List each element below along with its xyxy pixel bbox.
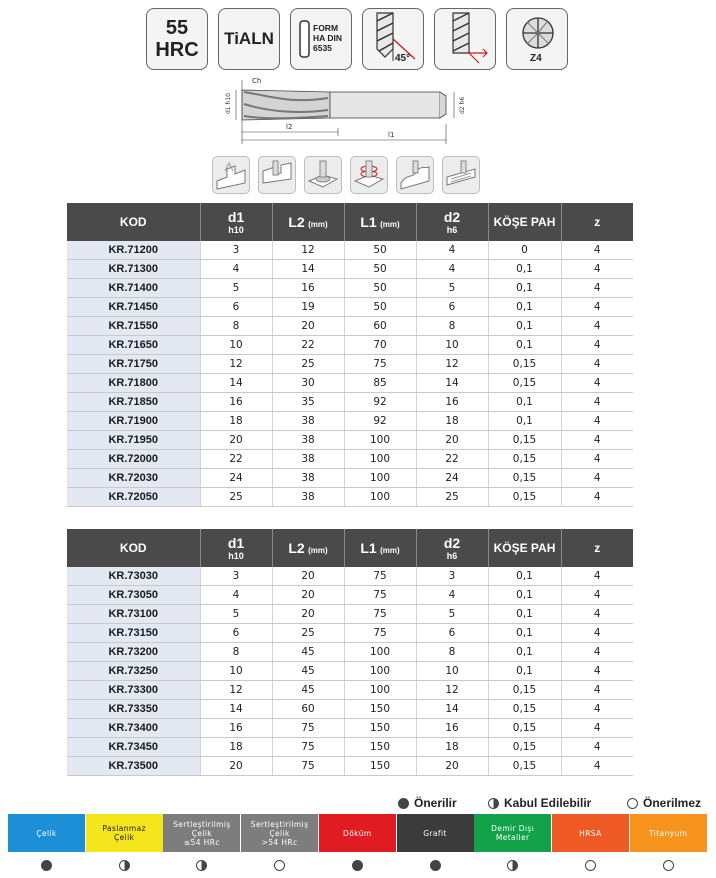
cell-l2: 19 <box>272 298 344 317</box>
material-cell: Grafit <box>397 814 474 852</box>
table-row <box>67 260 633 279</box>
cell-d2: 14 <box>416 700 488 719</box>
cell-d1: 8 <box>200 317 272 336</box>
cell-l2: 45 <box>272 643 344 662</box>
legend-not-recommended-label: Önerilmez <box>643 796 702 810</box>
helical-plunge-icon <box>350 156 388 194</box>
material-cell: Sertleştirilmiş Çelik ≤54 HRc <box>163 814 240 852</box>
material-rating <box>552 858 629 872</box>
cell-z: 4 <box>561 374 633 393</box>
cell-z: 4 <box>561 738 633 757</box>
empty-circle-icon <box>274 860 285 871</box>
hardness-badge: 55 HRC <box>146 8 208 70</box>
cell-code: KR.71750 <box>67 355 200 374</box>
table-row <box>67 488 633 507</box>
material-cell: Sertleştirilmiş Çelik >54 HRc <box>241 814 318 852</box>
pocketing-icon <box>304 156 342 194</box>
cell-z: 4 <box>561 317 633 336</box>
full-circle-icon <box>398 798 409 809</box>
col-header-code: KOD <box>67 529 200 567</box>
cell-d1: 4 <box>200 586 272 605</box>
l2-dim-label: l2 <box>286 123 293 131</box>
col-header-z: z <box>561 529 633 567</box>
cell-z: 4 <box>561 355 633 374</box>
legend-acceptable-label: Kabul Edilebilir <box>504 796 592 810</box>
table-row <box>67 431 633 450</box>
cell-l2: 20 <box>272 567 344 586</box>
material-cell: Çelik <box>8 814 85 852</box>
cell-d1: 22 <box>200 450 272 469</box>
cell-l1: 100 <box>344 469 416 488</box>
col-header-l2: L2 (mm) <box>272 529 344 567</box>
cell-l1: 75 <box>344 605 416 624</box>
cell-z: 4 <box>561 643 633 662</box>
spec-table-2 <box>67 529 633 776</box>
table-row <box>67 700 633 719</box>
cell-l2: 12 <box>272 241 344 260</box>
cell-d1: 18 <box>200 412 272 431</box>
cell-l1: 100 <box>344 450 416 469</box>
cell-d1: 12 <box>200 681 272 700</box>
cell-chamfer: 0,1 <box>488 412 561 431</box>
cell-d2: 8 <box>416 643 488 662</box>
cell-code: KR.71900 <box>67 412 200 431</box>
table-row <box>67 738 633 757</box>
cell-z: 4 <box>561 681 633 700</box>
half-circle-icon <box>488 798 499 809</box>
cell-l2: 22 <box>272 336 344 355</box>
table-row <box>67 662 633 681</box>
cell-d2: 20 <box>416 431 488 450</box>
ramping-icon <box>442 156 480 194</box>
table-row <box>67 393 633 412</box>
material-cell: HRSA <box>552 814 629 852</box>
cell-code: KR.73030 <box>67 567 200 586</box>
table-row <box>67 336 633 355</box>
cell-l2: 75 <box>272 719 344 738</box>
legend-recommended <box>398 796 457 810</box>
table-row <box>67 241 633 260</box>
full-circle-icon <box>430 860 441 871</box>
cell-chamfer: 0,1 <box>488 662 561 681</box>
cell-chamfer: 0,1 <box>488 393 561 412</box>
cell-code: KR.73200 <box>67 643 200 662</box>
cell-d1: 25 <box>200 488 272 507</box>
cell-d2: 18 <box>416 412 488 431</box>
material-rating <box>86 858 163 872</box>
material-cell: Döküm <box>319 814 396 852</box>
cell-l2: 16 <box>272 279 344 298</box>
cell-d2: 6 <box>416 298 488 317</box>
full-circle-icon <box>352 860 363 871</box>
cell-d2: 25 <box>416 488 488 507</box>
cell-l1: 50 <box>344 298 416 317</box>
form-badge-label: FORM HA DIN 6535 <box>313 23 342 53</box>
chamfer-dim-label: Ch <box>252 77 262 85</box>
cell-d2: 24 <box>416 469 488 488</box>
helix-flute-icon <box>363 9 425 71</box>
cell-l2: 60 <box>272 700 344 719</box>
cell-chamfer: 0,15 <box>488 700 561 719</box>
spec-table-1-body <box>67 241 633 507</box>
full-circle-icon <box>41 860 52 871</box>
cell-l2: 75 <box>272 757 344 776</box>
material-cell: Titanyum <box>630 814 707 852</box>
half-circle-icon <box>119 860 130 871</box>
cell-code: KR.73250 <box>67 662 200 681</box>
cell-l1: 50 <box>344 279 416 298</box>
cell-chamfer: 0,15 <box>488 719 561 738</box>
cell-d2: 16 <box>416 719 488 738</box>
cell-l1: 85 <box>344 374 416 393</box>
cell-l2: 38 <box>272 488 344 507</box>
cell-d2: 10 <box>416 336 488 355</box>
cell-chamfer: 0,15 <box>488 355 561 374</box>
cell-l2: 14 <box>272 260 344 279</box>
cell-d2: 6 <box>416 624 488 643</box>
table-row <box>67 355 633 374</box>
d1-dim-label: d1 h10 <box>225 93 232 114</box>
cell-chamfer: 0,1 <box>488 605 561 624</box>
cell-l2: 38 <box>272 431 344 450</box>
cell-d1: 16 <box>200 719 272 738</box>
end-geometry-badge <box>434 8 496 70</box>
cell-z: 4 <box>561 624 633 643</box>
cell-l2: 45 <box>272 681 344 700</box>
cell-code: KR.72050 <box>67 488 200 507</box>
cell-l1: 75 <box>344 567 416 586</box>
l1-dim-label: l1 <box>388 131 395 139</box>
table-header-row <box>67 203 633 241</box>
material-rating <box>241 858 318 872</box>
material-cell: Demir Dışı Metaller <box>474 814 551 852</box>
material-rating <box>163 858 240 872</box>
cell-code: KR.73050 <box>67 586 200 605</box>
cell-chamfer: 0 <box>488 241 561 260</box>
cell-chamfer: 0,15 <box>488 450 561 469</box>
col-header-chamfer: KÖŞE PAH <box>488 529 561 567</box>
cell-d2: 22 <box>416 450 488 469</box>
col-header-code: KOD <box>67 203 200 241</box>
cell-z: 4 <box>561 450 633 469</box>
table-row <box>67 298 633 317</box>
cell-code: KR.73500 <box>67 757 200 776</box>
cell-code: KR.71850 <box>67 393 200 412</box>
cell-code: KR.71950 <box>67 431 200 450</box>
cell-chamfer: 0,1 <box>488 567 561 586</box>
coating-badge: TiALN <box>218 8 280 70</box>
cell-chamfer: 0,1 <box>488 336 561 355</box>
cell-z: 4 <box>561 586 633 605</box>
cell-l1: 92 <box>344 412 416 431</box>
cell-l1: 100 <box>344 643 416 662</box>
material-rating <box>319 858 396 872</box>
col-header-l1: L1 (mm) <box>344 529 416 567</box>
table-row <box>67 757 633 776</box>
cell-d1: 8 <box>200 643 272 662</box>
cell-l1: 150 <box>344 738 416 757</box>
cell-l2: 38 <box>272 450 344 469</box>
table-row <box>67 374 633 393</box>
cell-d2: 20 <box>416 757 488 776</box>
cell-z: 4 <box>561 412 633 431</box>
cell-l2: 38 <box>272 412 344 431</box>
cell-l1: 75 <box>344 355 416 374</box>
cell-z: 4 <box>561 719 633 738</box>
cell-chamfer: 0,15 <box>488 374 561 393</box>
cell-d2: 4 <box>416 586 488 605</box>
cell-d2: 8 <box>416 317 488 336</box>
cell-d1: 16 <box>200 393 272 412</box>
cell-l1: 60 <box>344 317 416 336</box>
cell-l2: 38 <box>272 469 344 488</box>
half-circle-icon <box>507 860 518 871</box>
cell-l1: 75 <box>344 624 416 643</box>
cell-d1: 14 <box>200 700 272 719</box>
cell-z: 4 <box>561 757 633 776</box>
cell-code: KR.71450 <box>67 298 200 317</box>
cell-chamfer: 0,1 <box>488 260 561 279</box>
cell-d2: 4 <box>416 241 488 260</box>
cell-z: 4 <box>561 469 633 488</box>
cell-z: 4 <box>561 260 633 279</box>
cell-d2: 5 <box>416 605 488 624</box>
cell-l2: 75 <box>272 738 344 757</box>
cell-l2: 25 <box>272 355 344 374</box>
cell-code: KR.73100 <box>67 605 200 624</box>
cell-chamfer: 0,15 <box>488 757 561 776</box>
cell-l1: 100 <box>344 488 416 507</box>
legend-recommended-label: Önerilir <box>414 796 457 810</box>
table-row <box>67 681 633 700</box>
empty-circle-icon <box>627 798 638 809</box>
material-rating <box>474 858 551 872</box>
spec-table-2-body <box>67 567 633 776</box>
cell-d1: 18 <box>200 738 272 757</box>
helix-angle-badge <box>362 8 424 70</box>
cell-chamfer: 0,1 <box>488 586 561 605</box>
helix-angle-label: 45° <box>395 53 411 64</box>
col-header-d2: d2 h6 <box>416 203 488 241</box>
cell-code: KR.71650 <box>67 336 200 355</box>
cell-z: 4 <box>561 279 633 298</box>
cell-d1: 5 <box>200 279 272 298</box>
cell-d2: 5 <box>416 279 488 298</box>
cell-l1: 150 <box>344 757 416 776</box>
cell-l2: 35 <box>272 393 344 412</box>
col-header-l1: L1 (mm) <box>344 203 416 241</box>
cell-l1: 150 <box>344 700 416 719</box>
cell-d2: 16 <box>416 393 488 412</box>
cell-l1: 50 <box>344 241 416 260</box>
form-badge <box>290 8 352 70</box>
cell-d1: 5 <box>200 605 272 624</box>
cell-chamfer: 0,1 <box>488 298 561 317</box>
cell-code: KR.71200 <box>67 241 200 260</box>
cell-chamfer: 0,1 <box>488 279 561 298</box>
center-cut-icon <box>435 9 497 71</box>
cell-l2: 30 <box>272 374 344 393</box>
cell-d2: 18 <box>416 738 488 757</box>
cell-d2: 12 <box>416 681 488 700</box>
cell-code: KR.73450 <box>67 738 200 757</box>
cell-z: 4 <box>561 700 633 719</box>
cell-code: KR.71300 <box>67 260 200 279</box>
cell-d1: 24 <box>200 469 272 488</box>
cell-code: KR.73150 <box>67 624 200 643</box>
cell-code: KR.71400 <box>67 279 200 298</box>
cell-l1: 70 <box>344 336 416 355</box>
cell-z: 4 <box>561 336 633 355</box>
slotting-icon <box>212 156 250 194</box>
cell-chamfer: 0,15 <box>488 431 561 450</box>
cell-d1: 4 <box>200 260 272 279</box>
cell-z: 4 <box>561 241 633 260</box>
table-row <box>67 586 633 605</box>
cell-d1: 3 <box>200 241 272 260</box>
cell-l1: 50 <box>344 260 416 279</box>
col-header-d1: d1 h10 <box>200 203 272 241</box>
cell-chamfer: 0,15 <box>488 469 561 488</box>
table-row <box>67 605 633 624</box>
cell-d1: 20 <box>200 757 272 776</box>
cell-z: 4 <box>561 298 633 317</box>
material-cell: Paslanmaz Çelik <box>86 814 163 852</box>
cell-chamfer: 0,1 <box>488 624 561 643</box>
cell-code: KR.71800 <box>67 374 200 393</box>
material-rating <box>397 858 474 872</box>
cell-d1: 20 <box>200 431 272 450</box>
end-mill-drawing <box>210 74 480 146</box>
cell-z: 4 <box>561 488 633 507</box>
legend-acceptable <box>488 796 591 810</box>
cell-code: KR.72030 <box>67 469 200 488</box>
spec-table-1 <box>67 203 633 507</box>
end-mill-diagram <box>210 74 480 146</box>
cell-l2: 25 <box>272 624 344 643</box>
cell-chamfer: 0,1 <box>488 317 561 336</box>
cell-z: 4 <box>561 662 633 681</box>
cell-d2: 4 <box>416 260 488 279</box>
cell-code: KR.72000 <box>67 450 200 469</box>
cell-code: KR.73350 <box>67 700 200 719</box>
flute-count-badge <box>506 8 568 70</box>
col-header-chamfer: KÖŞE PAH <box>488 203 561 241</box>
cell-chamfer: 0,15 <box>488 488 561 507</box>
cell-code: KR.73300 <box>67 681 200 700</box>
cell-l2: 20 <box>272 317 344 336</box>
cell-d1: 6 <box>200 298 272 317</box>
cell-chamfer: 0,15 <box>488 738 561 757</box>
cell-code: KR.73400 <box>67 719 200 738</box>
suitability-legend <box>380 796 710 812</box>
cell-l1: 75 <box>344 586 416 605</box>
cell-d1: 10 <box>200 336 272 355</box>
cell-chamfer: 0,15 <box>488 681 561 700</box>
table-row <box>67 624 633 643</box>
cell-d1: 6 <box>200 624 272 643</box>
material-rating <box>630 858 707 872</box>
cell-z: 4 <box>561 393 633 412</box>
table-row <box>67 317 633 336</box>
side-milling-icon <box>258 156 296 194</box>
material-rating <box>8 858 85 872</box>
cell-d2: 10 <box>416 662 488 681</box>
table-header-row <box>67 529 633 567</box>
table-row <box>67 469 633 488</box>
cell-l1: 100 <box>344 431 416 450</box>
cell-z: 4 <box>561 567 633 586</box>
cell-l1: 100 <box>344 662 416 681</box>
col-header-d2: d2 h6 <box>416 529 488 567</box>
table-row <box>67 643 633 662</box>
cell-d2: 12 <box>416 355 488 374</box>
cell-l2: 45 <box>272 662 344 681</box>
col-header-z: z <box>561 203 633 241</box>
cell-l2: 20 <box>272 605 344 624</box>
cell-l2: 20 <box>272 586 344 605</box>
cell-l1: 92 <box>344 393 416 412</box>
cell-code: KR.71550 <box>67 317 200 336</box>
table-row <box>67 450 633 469</box>
cell-d1: 10 <box>200 662 272 681</box>
cell-z: 4 <box>561 431 633 450</box>
cell-l1: 100 <box>344 681 416 700</box>
profiling-icon <box>396 156 434 194</box>
cell-z: 4 <box>561 605 633 624</box>
cell-l1: 150 <box>344 719 416 738</box>
cell-d2: 14 <box>416 374 488 393</box>
table-row <box>67 279 633 298</box>
table-row <box>67 719 633 738</box>
col-header-d1: d1 h10 <box>200 529 272 567</box>
d2-dim-label: d2 h6 <box>459 96 466 114</box>
cell-chamfer: 0,1 <box>488 643 561 662</box>
cell-d2: 3 <box>416 567 488 586</box>
flute-count-label: Z4 <box>530 53 542 64</box>
empty-circle-icon <box>585 860 596 871</box>
col-header-l2: L2 (mm) <box>272 203 344 241</box>
table-row <box>67 567 633 586</box>
cell-d1: 12 <box>200 355 272 374</box>
cell-d1: 14 <box>200 374 272 393</box>
half-circle-icon <box>196 860 207 871</box>
empty-circle-icon <box>663 860 674 871</box>
cell-d1: 3 <box>200 567 272 586</box>
legend-not-recommended <box>627 796 701 810</box>
table-row <box>67 412 633 431</box>
